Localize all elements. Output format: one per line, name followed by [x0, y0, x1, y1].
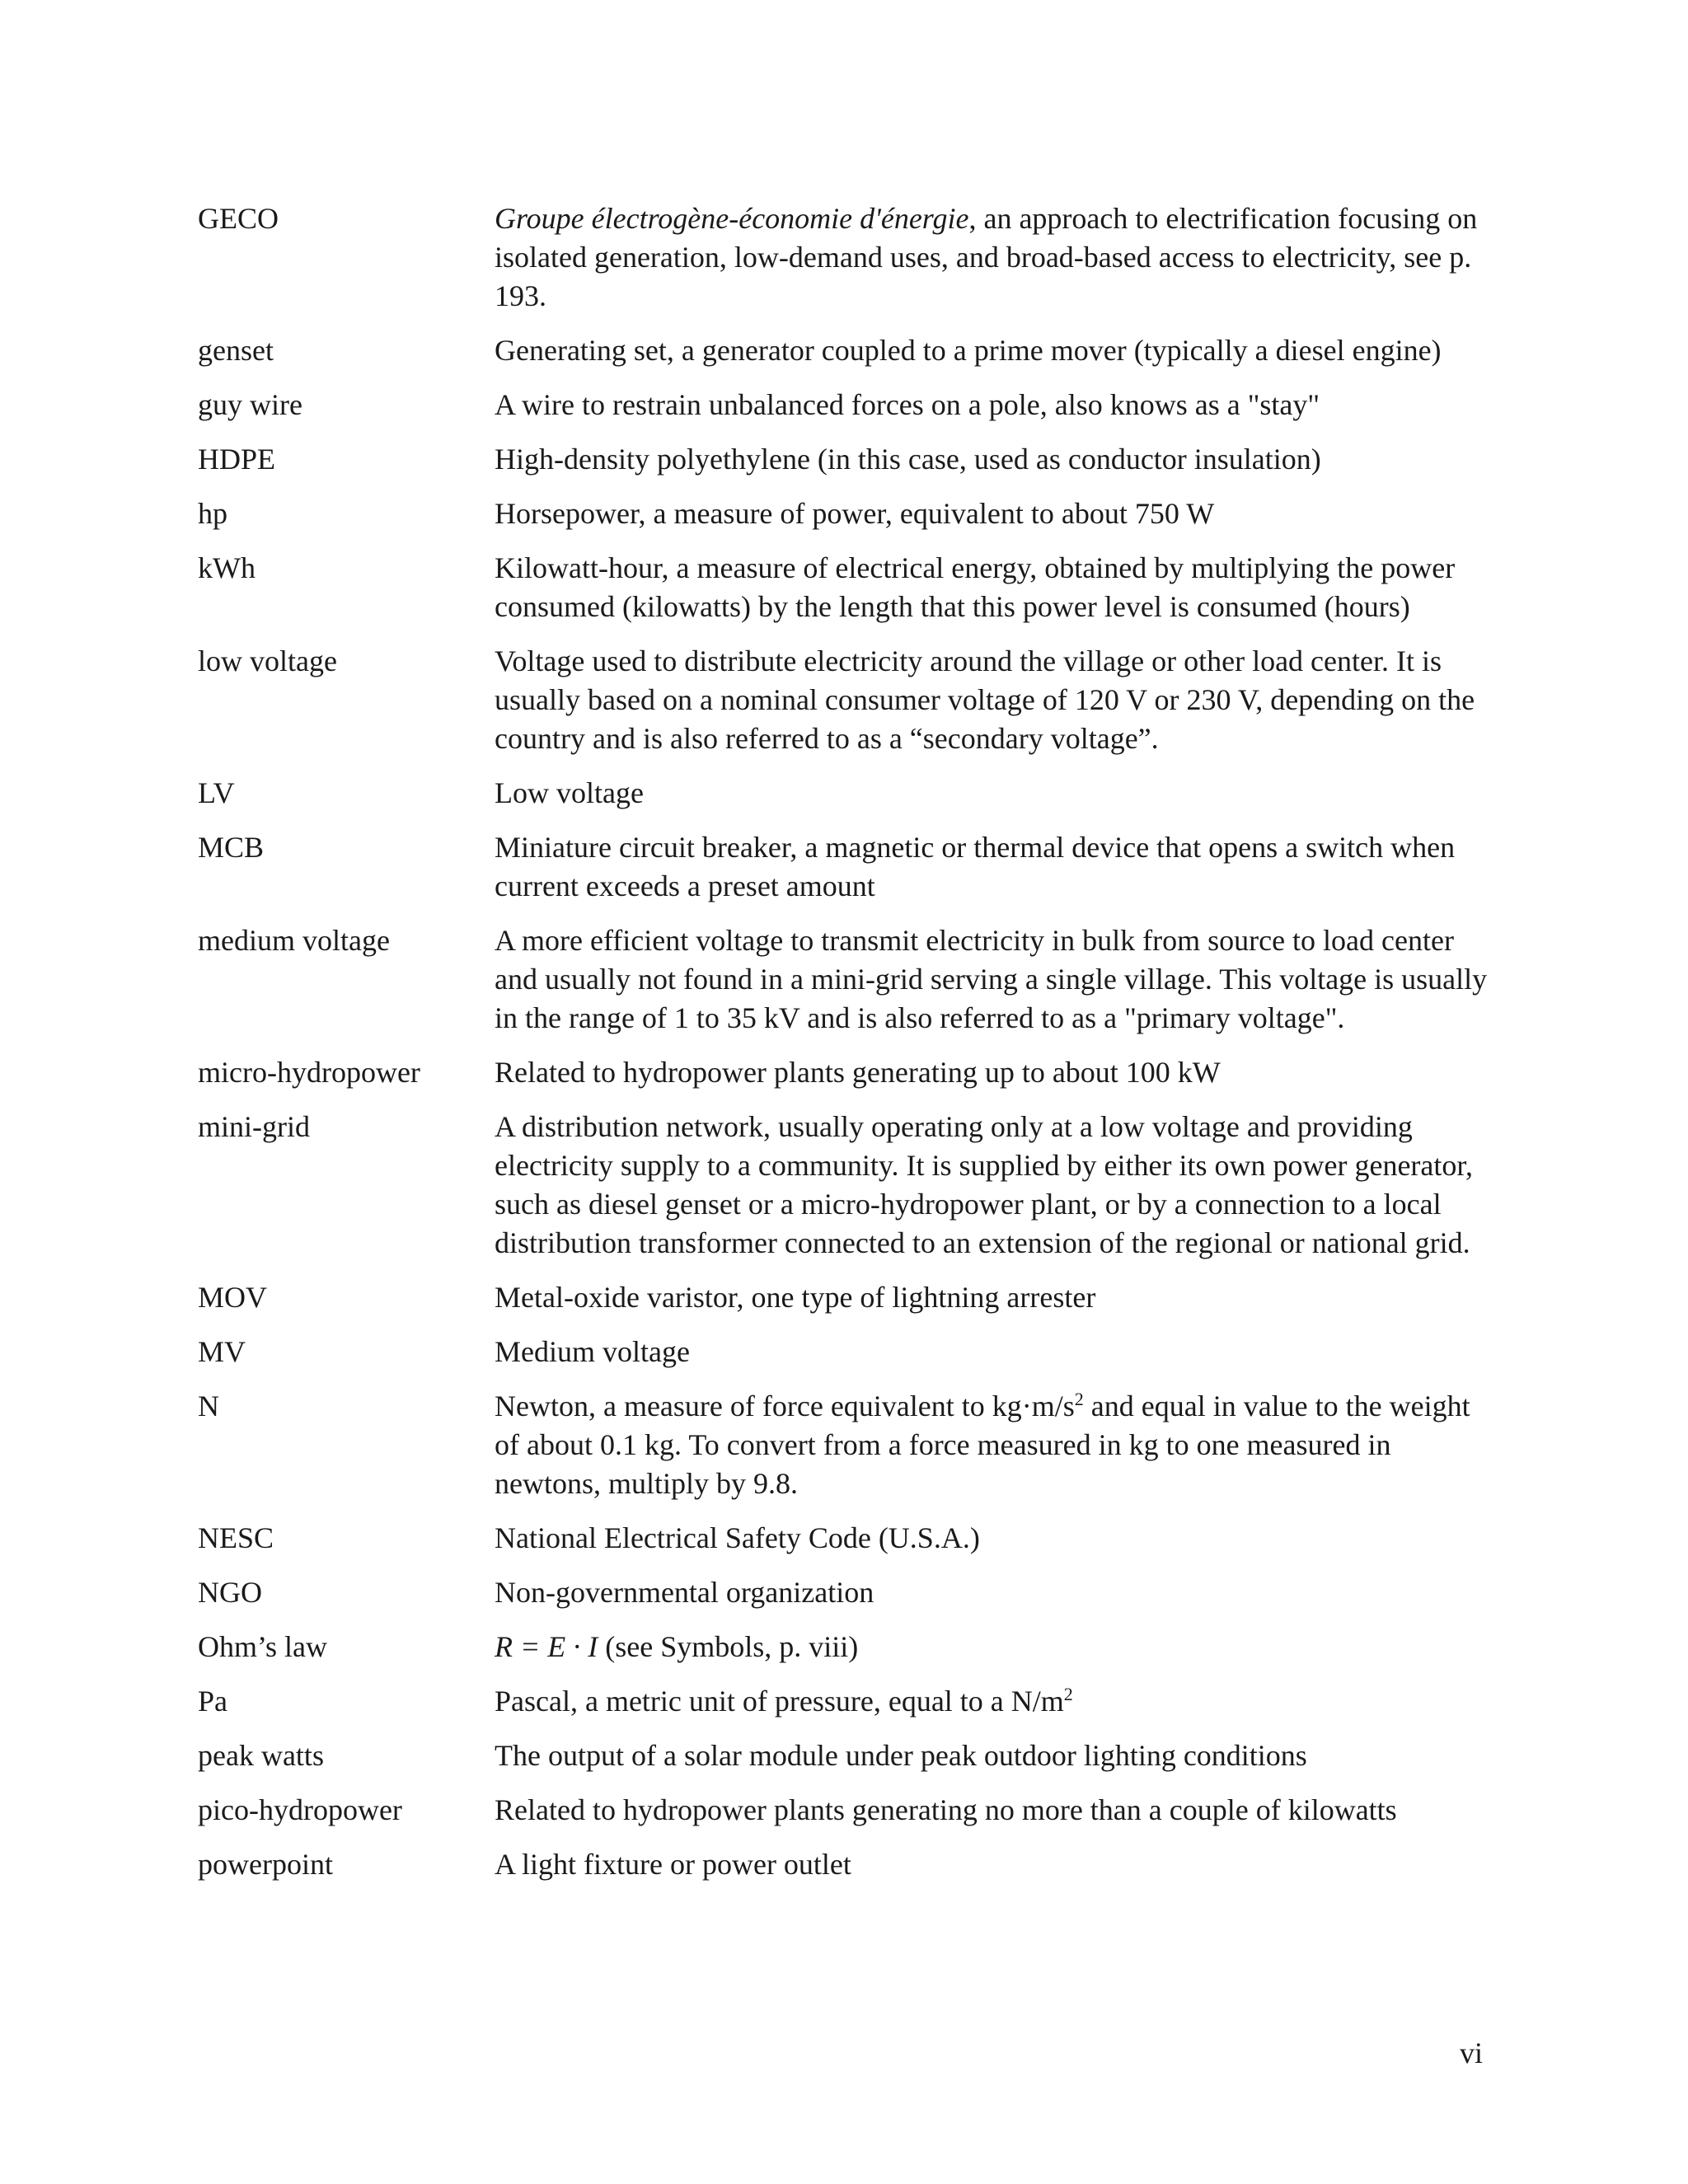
- glossary-term: pico-hydropower: [198, 1793, 402, 1826]
- glossary-term: peak watts: [198, 1739, 324, 1772]
- superscript: 2: [1063, 1684, 1073, 1704]
- page-number: vi: [1459, 2036, 1483, 2069]
- glossary-entry-ngo: [198, 1573, 1500, 1612]
- glossary-term: NGO: [198, 1576, 262, 1609]
- glossary-entry-hp: [198, 494, 1500, 533]
- glossary-entry-guy-wire: [198, 386, 1500, 424]
- glossary-entry-nesc: [198, 1519, 1500, 1558]
- glossary-entry-pa: [198, 1682, 1500, 1721]
- glossary-term: N: [198, 1390, 219, 1422]
- definition-text: , an approach to electrification focusing on isolated generation, low-demand uses, and broad-based access to electricity, see p. 193.: [495, 202, 1478, 312]
- glossary-entry-micro-hydropower: [198, 1053, 1500, 1092]
- glossary-entry-n: [198, 1387, 1500, 1503]
- superscript: 2: [1074, 1389, 1084, 1409]
- glossary-term: hp: [198, 497, 227, 530]
- glossary-term: kWh: [198, 551, 256, 584]
- glossary-definition: [495, 1628, 1500, 1666]
- glossary-term: medium voltage: [198, 924, 390, 957]
- glossary-definition: [495, 1682, 1500, 1721]
- glossary-term: GECO: [198, 202, 279, 235]
- glossary-definition: High-density polyethylene (in this case, used as conductor insulation): [495, 443, 1321, 476]
- glossary-definition: The output of a solar module under peak outdoor lighting conditions: [495, 1739, 1307, 1772]
- glossary-definition: Horsepower, a measure of power, equivalent to about 750 W: [495, 497, 1215, 530]
- glossary-term: LV: [198, 776, 235, 809]
- glossary-entry-medium-voltage: [198, 921, 1500, 1038]
- glossary-entry-kwh: [198, 549, 1500, 626]
- glossary-term: Ohm’s law: [198, 1630, 327, 1663]
- definition-text: (see Symbols, p. viii): [598, 1630, 859, 1663]
- glossary-definition: Kilowatt-hour, a measure of electrical energy, obtained by multiplying the power consumed (kilowatts) by the length that this power level is consumed (hours): [495, 551, 1456, 623]
- glossary-entry-peak-watts: [198, 1736, 1500, 1775]
- glossary-definition: Metal-oxide varistor, one type of lightning arrester: [495, 1281, 1096, 1314]
- glossary-definition: Miniature circuit breaker, a magnetic or thermal device that opens a switch when current exceeds a preset amount: [495, 831, 1456, 902]
- glossary-term: MOV: [198, 1281, 268, 1314]
- glossary-entry-powerpoint: [198, 1845, 1500, 1884]
- glossary-entry-pico-hydropower: [198, 1791, 1500, 1830]
- glossary-entry-low-voltage: [198, 642, 1500, 758]
- glossary-entry-mv: [198, 1333, 1500, 1371]
- glossary-entry-geco: [198, 199, 1500, 316]
- glossary-entry-genset: [198, 331, 1500, 370]
- glossary-definition: [495, 199, 1500, 316]
- glossary-definition: Related to hydropower plants generating up to about 100 kW: [495, 1056, 1221, 1089]
- glossary-definition: Voltage used to distribute electricity around the village or other load center. It is usually based on a nominal consumer voltage of 120 V or 230 V, depending on the country and is also referred to as a “secondary voltage”.: [495, 644, 1475, 755]
- glossary-definition: Related to hydropower plants generating no more than a couple of kilowatts: [495, 1793, 1397, 1826]
- glossary-list: [198, 199, 1500, 1900]
- glossary-entry-mcb: [198, 828, 1500, 906]
- glossary-entry-lv: [198, 774, 1500, 813]
- glossary-entry-mov: [198, 1278, 1500, 1317]
- glossary-entry-hdpe: [198, 440, 1500, 479]
- glossary-definition: A more efficient voltage to transmit electricity in bulk from source to load center and usually not found in a mini-grid serving a single village. This voltage is usually in the range of 1 to 35 kV and is also referred to as a "primary voltage".: [495, 924, 1488, 1034]
- glossary-term: powerpoint: [198, 1848, 333, 1881]
- glossary-term: mini-grid: [198, 1110, 310, 1143]
- glossary-term: MV: [198, 1335, 246, 1368]
- glossary-definition: A distribution network, usually operating only at a low voltage and providing electricity supply to a community. It is supplied by either its own power generator, such as diesel genset or a micro-hydropower plant, or by a connection to a local distribution transformer connected to an extension of the regional or national grid.: [495, 1110, 1473, 1259]
- definition-italic: R = E · I: [495, 1630, 598, 1663]
- glossary-definition: A light fixture or power outlet: [495, 1848, 851, 1881]
- glossary-term: micro-hydropower: [198, 1056, 420, 1089]
- definition-text: Newton, a measure of force equivalent to kg·m/s: [495, 1390, 1075, 1422]
- glossary-definition: [495, 1387, 1500, 1503]
- glossary-term: HDPE: [198, 443, 276, 476]
- definition-text: Pascal, a metric unit of pressure, equal to a N/m: [495, 1685, 1064, 1718]
- glossary-term: NESC: [198, 1521, 274, 1554]
- glossary-entry-ohms-law: [198, 1628, 1500, 1666]
- glossary-definition: Generating set, a generator coupled to a prime mover (typically a diesel engine): [495, 334, 1442, 367]
- glossary-definition: Low voltage: [495, 776, 644, 809]
- glossary-term: Pa: [198, 1685, 227, 1718]
- definition-italic: Groupe électrogène-économie d'énergie: [495, 202, 969, 235]
- glossary-term: low voltage: [198, 644, 337, 677]
- glossary-definition: Non-governmental organization: [495, 1576, 874, 1609]
- definition-text: and equal in value to the weight of about 0.1 kg. To convert from a force measured in kg to one measured in newtons, multiply by 9.8.: [495, 1390, 1470, 1500]
- glossary-definition: National Electrical Safety Code (U.S.A.): [495, 1521, 980, 1554]
- glossary-term: guy wire: [198, 388, 302, 421]
- glossary-term: MCB: [198, 831, 265, 864]
- glossary-term: genset: [198, 334, 274, 367]
- glossary-definition: Medium voltage: [495, 1335, 690, 1368]
- glossary-definition: A wire to restrain unbalanced forces on a pole, also knows as a "stay": [495, 388, 1320, 421]
- glossary-entry-mini-grid: [198, 1108, 1500, 1263]
